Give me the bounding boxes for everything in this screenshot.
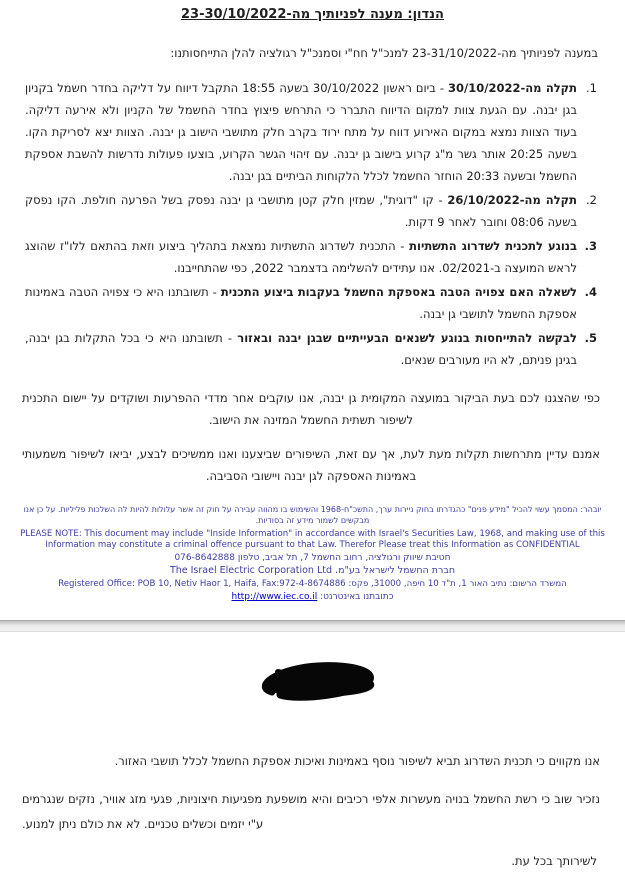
division-address-line: חטיבת שיווק ורגולציה, רחוב החשמל 7, תל אביב, טלפון 076-8642888 [174, 553, 451, 563]
list-item [25, 235, 597, 279]
list-item [25, 77, 597, 187]
page-separator [0, 620, 625, 632]
list-item [25, 327, 597, 371]
confidentiality-note-he: יובהר: המסמך עשוי להכיל "מידע פנים" כהגדרתו בחוק ניירות ערך, התשכ"ח-1968 והשימוש בו מהווה עבירה על חוק זה אשר עלולות להיות לה השלכות פליליות. על כן אנו מבקשים לשמור מידע זה בסודיות. [23, 505, 602, 525]
item-body: - קו "דוגית", שמזין חלק קטן מתושבי גן יבנה נפסק בשל הפרעה חולפת. הקו נפסק בשעה 08:06 וחובר לאחר 9 דקות. [25, 193, 577, 229]
closing-line: לשירותך בכל עת. [511, 854, 597, 868]
subject-title: הנדון: מענה לפניותיך מה-23-30/10/2022 [181, 7, 444, 22]
scribble-icon [240, 658, 385, 706]
item-text [25, 189, 577, 233]
item-body: - ביום ראשון 30/10/2022 בשעה 18:55 התקבל דיווח על דליקה בחדר חשמל בקניון בגן יבנה. עם הגעת צוות למקום הדיווח התברר כי התרחש פיצוץ בחדר החשמל של הקניון ולא אירעה דליקה. בעוד הצוות נמצא במקום האירוע דווח על מתח ירוד בקרב חלק מתושבי הישוב גן יבנה. הצוות יצא לסריקת הקו. בשעה 20:25 אותר גשר מ"ג קרוע בישוב גן יבנה. עם זיהוי הגשר הקרוע, בוצעו פעולות נדרשות להשבת אספקת החשמל ובשעה 20:33 הוחזר החשמל לכלל הלקוחות הביתיים בגן יבנה. [25, 81, 577, 183]
item-number: 5. [584, 331, 597, 345]
signature-scribble [0, 658, 625, 706]
body-paragraph-monitoring: כפי שהצגנו לכם בעת הביקור במועצה המקומית גן יבנה, אנו עוקבים אחר מדדי ההפרעות ושוקדים על יישום התכנית לשיפור תשתית החשמל המזינה את הישוב. [22, 391, 600, 427]
confidentiality-note-en: PLEASE NOTE: This document may include "Inside Information" in accordance with Israel's Securities Law, 1968, and making use of this Information may constitute a criminal offence pursuant to that Law. Therefor Please treat this Information as CONFIDENTIAL [20, 529, 605, 550]
item-text [25, 327, 577, 371]
item-lead: תקלה מה-26/10/2022 [447, 193, 577, 207]
item-body: - תשובתנו היא כי צפויה הטבה באמינות אספקת החשמל לתושבי גן יבנה. [25, 285, 577, 321]
item-lead: תקלה מה-30/10/2022 [448, 81, 577, 95]
item-lead: בנוגע לתכנית לשדרוג התשתיות [409, 239, 577, 253]
letterhead-footer [0, 505, 625, 603]
body-paragraph-improvements: אמנם עדיין מתרחשות תקלות מעת לעת, אך עם זאת, השיפורים שביצענו ואנו ממשיכים לבצע, יביאו לשיפור משמעותי באמינות האספקה לגן יבנה ויישובי הסביבה. [22, 447, 600, 483]
reminder-paragraph: נזכיר שוב כי רשת החשמל בנויה מעשרות אלפי רכיבים והיא מושפעת מפגיעות חיצוניות, פגעי מזג אוויר, נזקים שנגרמים ע"י יזמים וכשלים טכניים. לא את כולם ניתן למנוע. [22, 792, 600, 831]
item-body: - התכנית לשדרוג התשתיות נמצאת בתהליך ביצוע וזאת בהתאם ללו"ז שהוצג לראש המועצה ב-02/2021. אנו עתידים להשלימה בדצמבר 2022, כפי שהתחייבנו. [25, 239, 577, 275]
item-lead: לבקשה להתייחסות בנוגע לשנאים הבעייתיים שבגן יבנה ובאזור [237, 331, 577, 345]
list-item [25, 189, 597, 233]
website-link[interactable]: http://www.iec.co.il [231, 592, 318, 602]
item-number: 4. [584, 285, 597, 299]
website-label: כתובתנו באינטרנט: [320, 592, 394, 602]
item-number: 1. [586, 81, 597, 95]
item-text [25, 235, 577, 279]
numbered-list [25, 77, 597, 371]
item-body: - תשובתנו היא כי בכל התקלות בגן יבנה, בגינן פניתם, לא היו מעורבים שנאים. [25, 331, 577, 367]
item-text [25, 281, 577, 325]
item-number: 2. [586, 193, 597, 207]
item-number: 3. [584, 239, 597, 253]
list-item [25, 281, 597, 325]
registered-office-line: המשרד הרשום: נתיב האור 1, ת"ד 10 חיפה, 31000, פקס: Registered Office: POB 10, Netiv Haor 1, Haifa, Fax:972-4-8674886 [58, 579, 567, 589]
company-name-line: חברת החשמל לישראל בע"מ. The Israel Electric Corporation Ltd [169, 565, 456, 576]
website-line [0, 591, 625, 603]
hope-paragraph: אנו מקווים כי תכנית השדרוג תביא לשיפור נוסף באמינות ואיכות אספקת החשמל לכלל תושבי האזור. [114, 754, 600, 768]
item-lead: לשאלה האם צפויה הטבה באספקת החשמל בעקבות ביצוע התכנית [220, 285, 577, 299]
intro-paragraph: במענה לפניותיך מה-23-31/10/2022 למנכ"ל חח"י וסמנכ"ל רגולציה להלן התייחסותנו: [170, 46, 598, 60]
item-text [25, 77, 577, 187]
